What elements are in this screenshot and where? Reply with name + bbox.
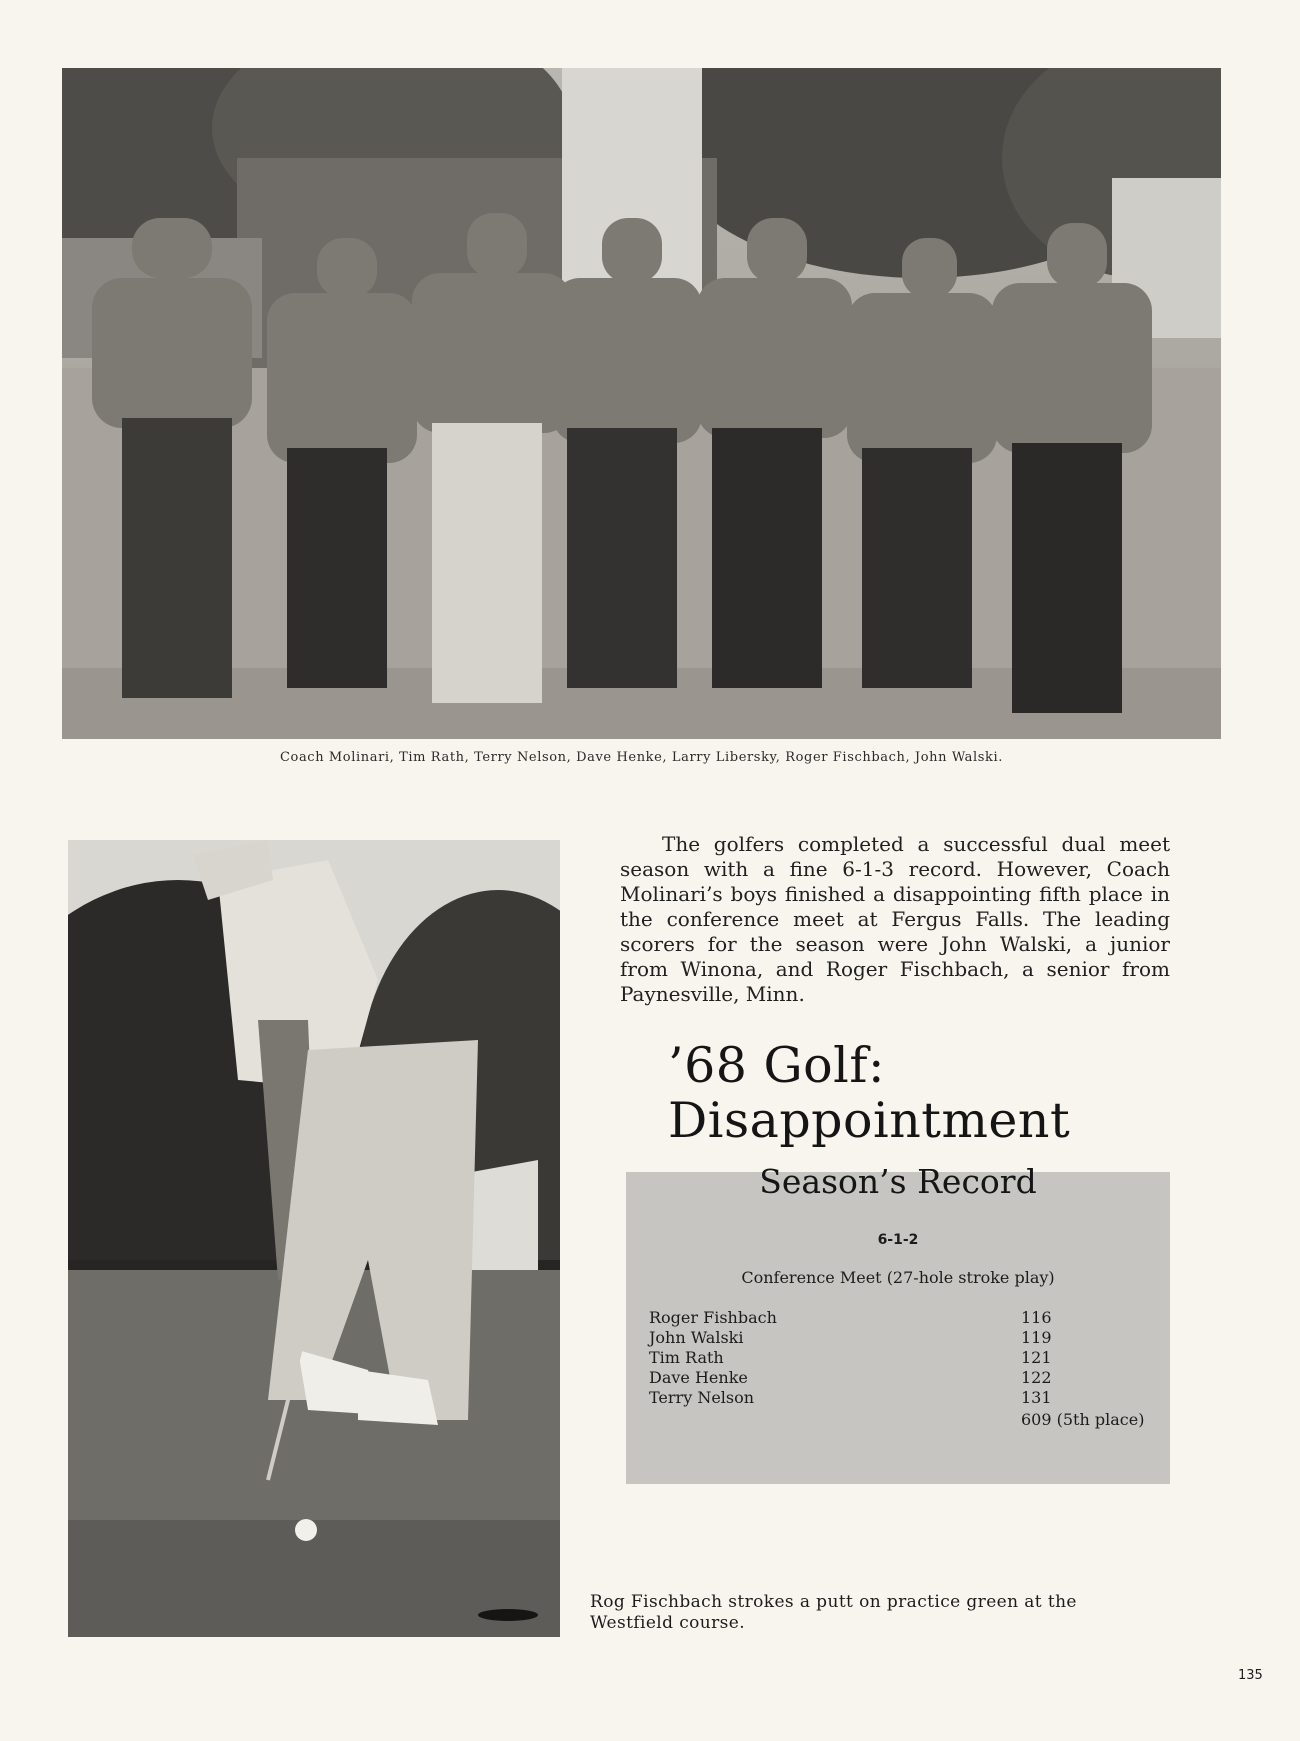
player-name: Tim Rath: [649, 1348, 724, 1367]
table-row: [649, 1348, 1149, 1368]
table-row: [649, 1308, 1149, 1328]
player-name: Dave Henke: [649, 1368, 748, 1387]
player-name: Roger Fishbach: [649, 1308, 777, 1327]
table-row: [649, 1328, 1149, 1348]
record-summary: 6-1-2: [877, 1232, 919, 1248]
season-record-box: [626, 1162, 1170, 1484]
article-headline: [668, 1038, 1228, 1148]
headline-line-1: ’68 Golf:: [668, 1037, 885, 1094]
page-number: 135: [1238, 1668, 1263, 1683]
golfer-photo: [68, 840, 560, 1637]
record-subtitle: Conference Meet (27-hole stroke play): [741, 1268, 1055, 1287]
table-row: [649, 1368, 1149, 1388]
player-score: 131: [1021, 1388, 1052, 1407]
golfer-photo-image: [68, 840, 560, 1637]
record-title: Season’s Record: [759, 1162, 1037, 1201]
article-body: The golfers completed a successful dual meet season with a fine 6-1-3 record. However, Coach Molinari’s boys finished a disappointing fifth place in the conference meet at Fergus Falls. The leading scorers for the season were John Walski, a junior from Winona, and Roger Fischbach, a senior from Paynesville, Minn.: [620, 832, 1170, 1006]
team-photo-image: [62, 68, 1221, 739]
player-name: Terry Nelson: [649, 1388, 755, 1407]
player-score: 119: [1021, 1328, 1052, 1347]
team-photo: [62, 68, 1221, 739]
table-row: [649, 1388, 1149, 1408]
player-score: 116: [1021, 1308, 1052, 1327]
player-name: John Walski: [649, 1328, 744, 1347]
team-photo-caption: Coach Molinari, Tim Rath, Terry Nelson, Dave Henke, Larry Libersky, Roger Fischbach, John Walski.: [279, 750, 1003, 765]
player-score: 121: [1021, 1348, 1052, 1367]
headline-line-2: Disappointment: [668, 1092, 1071, 1149]
golfer-photo-caption: Rog Fischbach strokes a putt on practice green at the Westfield course.: [590, 1592, 1077, 1633]
player-score: 122: [1021, 1368, 1052, 1387]
record-total: 609 (5th place): [1021, 1410, 1145, 1429]
record-table: [649, 1308, 1149, 1408]
